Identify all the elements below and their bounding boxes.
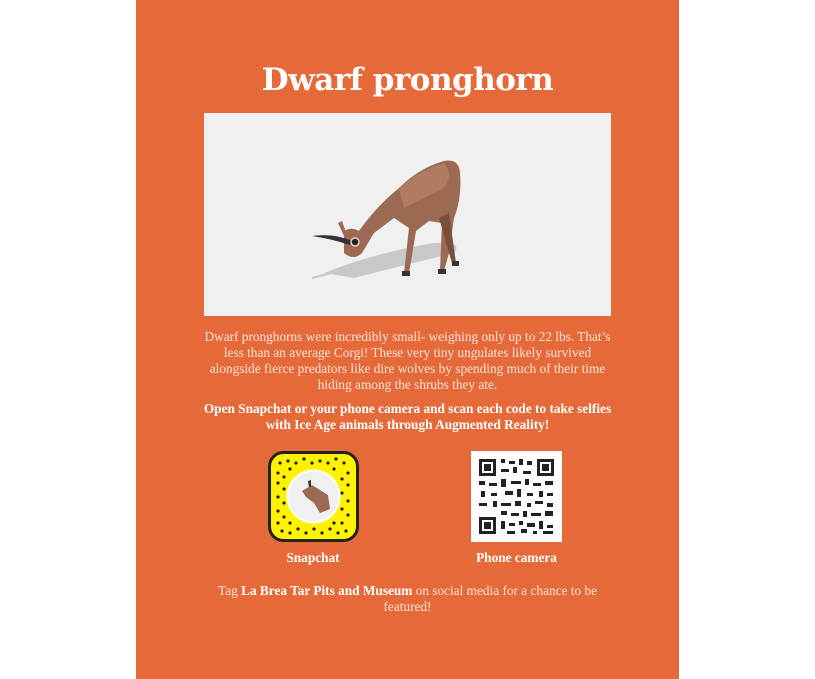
footer-text: [216, 583, 599, 615]
qr-code[interactable]: [471, 451, 562, 542]
pronghorn-illustration-icon: [204, 113, 611, 316]
pronghorn-3d-image: [204, 113, 611, 316]
snapchat-label: Snapchat: [286, 550, 340, 565]
snapcode[interactable]: [268, 451, 359, 542]
page-title: Dwarf pronghorn: [261, 62, 554, 98]
description-text: Dwarf pronghorns were incredibly small- weighing only up to 22 lbs. That’s less than an average Corgi! These very tiny ungulates likely survived alongside fierce predators like dire wolves by spending much of their time hiding among the shrubs they ate.: [204, 329, 611, 392]
footer-highlight: La Brea Tar Pits and Museum: [241, 583, 413, 598]
snapcode-icon: [268, 451, 359, 542]
footer-prefix: Tag: [218, 583, 242, 598]
footer-suffix: on social media for a chance to be featured!: [383, 583, 597, 614]
phone-camera-label: Phone camera: [476, 550, 557, 565]
qr-code-icon: [471, 451, 562, 542]
poster-panel: [136, 0, 679, 679]
cta-text: Open Snapchat or your phone camera and scan each code to take selfies with Ice Age animals through Augmented Reality!: [203, 401, 612, 432]
